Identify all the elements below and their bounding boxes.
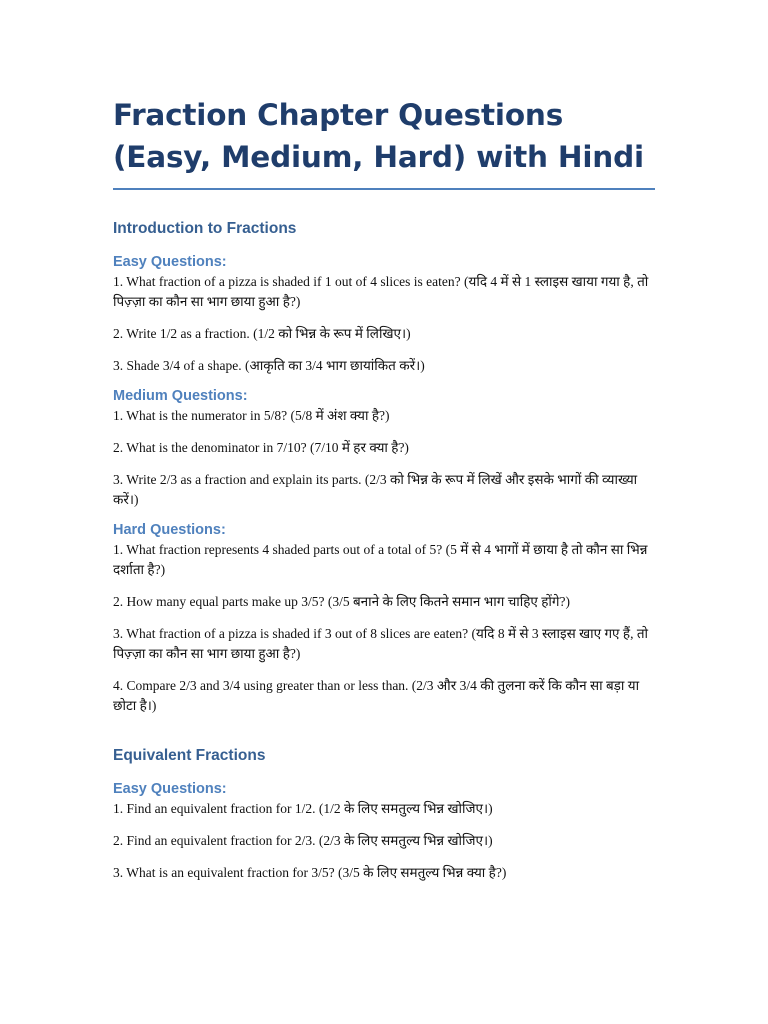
- question-group-hard: [113, 522, 655, 716]
- question-group-medium: [113, 388, 655, 510]
- question-item: 3. Write 2/3 as a fraction and explain its parts. (2/3 को भिन्न के रूप में लिखें और इसके भागों की व्याख्या करें।): [113, 472, 638, 507]
- question-group-easy: [113, 781, 655, 883]
- section-heading: Equivalent Fractions: [113, 747, 266, 764]
- group-heading: Hard Questions:: [113, 522, 226, 538]
- question-item: 3. What is an equivalent fraction for 3/5? (3/5 के लिए समतुल्य भिन्न क्या है?): [113, 865, 507, 880]
- group-heading: Easy Questions:: [113, 254, 227, 270]
- question-item: 2. Find an equivalent fraction for 2/3. (2/3 के लिए समतुल्य भिन्न खोजिए।): [113, 833, 493, 848]
- group-heading: Medium Questions:: [113, 388, 248, 404]
- question-item: 4. Compare 2/3 and 3/4 using greater than or less than. (2/3 और 3/4 की तुलना करें कि कौन सा बड़ा या छोटा है।): [113, 678, 640, 713]
- document-page: [113, 94, 655, 883]
- question-item: 3. What fraction of a pizza is shaded if 3 out of 8 slices are eaten? (यदि 8 में से 3 स्लाइस खाए गए हैं, तो पिज़्ज़ा का कौन सा भाग छाया हुआ है?): [113, 626, 649, 661]
- question-item: 3. Shade 3/4 of a shape. (आकृति का 3/4 भाग छायांकित करें।): [113, 358, 425, 373]
- group-heading: Easy Questions:: [113, 781, 227, 797]
- question-item: 1. What fraction of a pizza is shaded if 1 out of 4 slices is eaten? (यदि 4 में से 1 स्लाइस खाया गया है, तो पिज़्ज़ा का कौन सा भाग छाया हुआ है?): [113, 274, 649, 309]
- section-heading: Introduction to Fractions: [113, 220, 297, 237]
- page-title: Fraction Chapter Questions (Easy, Medium, Hard) with Hindi: [113, 94, 655, 190]
- question-item: 2. How many equal parts make up 3/5? (3/5 बनाने के लिए कितने समान भाग चाहिए होंगे?): [113, 594, 571, 609]
- question-item: 2. Write 1/2 as a fraction. (1/2 को भिन्न के रूप में लिखिए।): [113, 326, 411, 341]
- section-equivalent-fractions: [113, 747, 655, 883]
- question-group-easy: [113, 254, 655, 376]
- question-item: 1. Find an equivalent fraction for 1/2. (1/2 के लिए समतुल्य भिन्न खोजिए।): [113, 801, 493, 816]
- question-item: 1. What is the numerator in 5/8? (5/8 में अंश क्या है?): [113, 408, 390, 423]
- section-introduction-to-fractions: [113, 220, 655, 716]
- question-item: 2. What is the denominator in 7/10? (7/10 में हर क्या है?): [113, 440, 409, 455]
- question-item: 1. What fraction represents 4 shaded parts out of a total of 5? (5 में से 4 भागों में छाया है तो कौन सा भिन्न दर्शाता है?): [113, 542, 648, 577]
